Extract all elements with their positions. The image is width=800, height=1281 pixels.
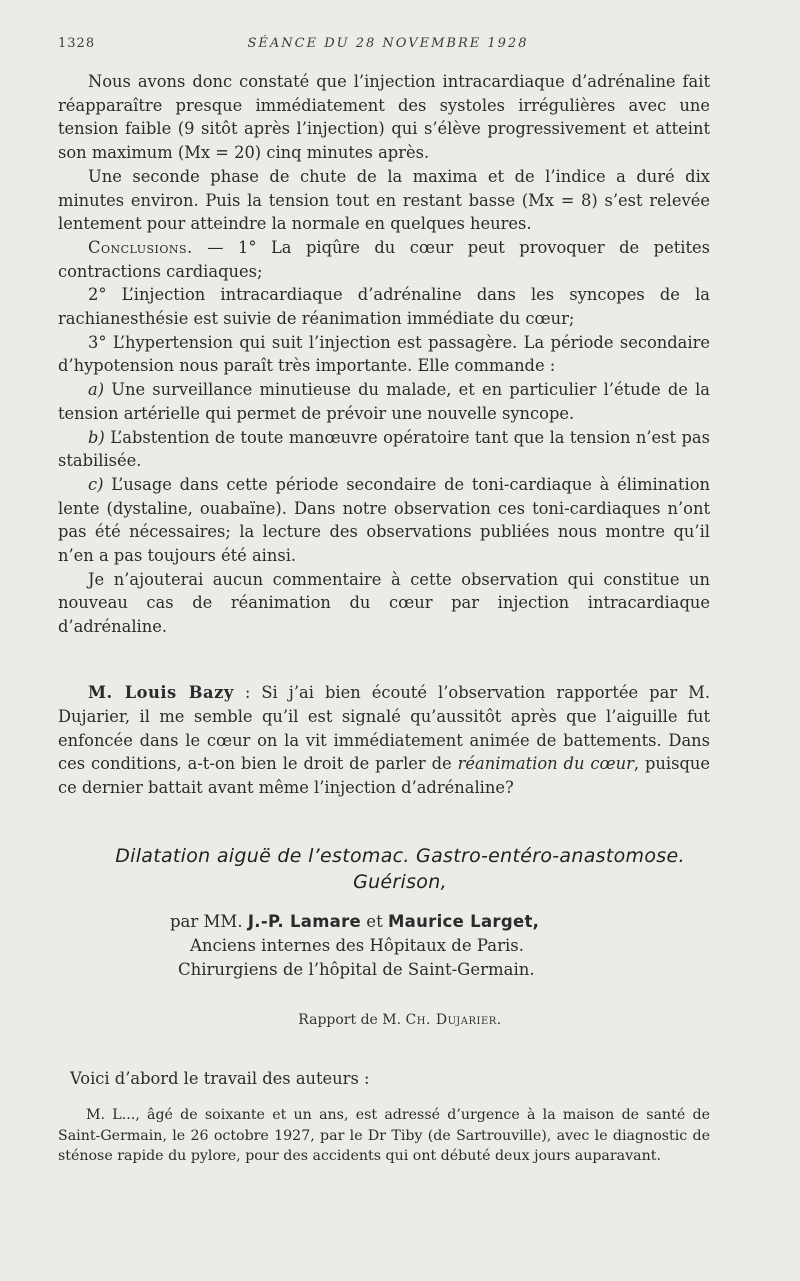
paragraph-observation: Nous avons donc constaté que l’injection intracardiaque d’adrénaline fait réapparaître presque immédiatement des systoles irrégulières avec une tension faible (9 sitôt après l’injection) qui s’élève progressivement et atteint son maximum (Mx = 20) cinq minutes après. [58, 72, 710, 163]
conclusion-3: 3° L’hypertension qui suit l’injection est passagère. La période secondaire d’hypotension nous paraît très importante. Elle commande : [58, 332, 710, 376]
speaker-name: M. Louis Bazy [88, 683, 234, 702]
author-1: J.-P. Lamare [247, 912, 362, 931]
item-b-text: L’abstention de toute manœuvre opératoire tant que la tension n’est pas stabilisée. [58, 427, 710, 471]
case-paragraph: M. L..., âgé de soixante et un ans, est adressé d’urgence à la maison de santé de Saint-Germain, le 26 octobre 1927, par le Dr Tiby (de Sartrouville), avec le diagnostic de sténose rapide du pylore, pour des accidents qui ont débuté deux jours auparavant. [58, 1107, 710, 1164]
article-title [40, 843, 760, 895]
item-c-mark: c) [88, 474, 104, 494]
paragraph-closing: Je n’ajouterai aucun commentaire à cette observation qui constitue un nouveau cas de réanimation du cœur par injection intracardiaque d’adrénaline. [58, 569, 710, 637]
authors-block [160, 910, 680, 982]
conclusions-label: Conclusions. [88, 237, 193, 257]
paragraph-conclusions [58, 236, 710, 283]
author-line [160, 910, 680, 934]
paragraph-second-phase: Une seconde phase de chute de la maxima et de l’indice a duré dix minutes environ. Puis la tension tout en restant basse (Mx = 8) s’est relevée lentement pour atteindre la normale en quelques heures. [58, 166, 710, 234]
by-prefix: par MM. [170, 912, 248, 931]
discussion-emphasis: réanimation du cœur [457, 754, 634, 774]
affiliation-2: Chirurgiens de l’hôpital de Saint-Germain. [178, 960, 535, 979]
item-a-text: Une surveillance minutieuse du malade, et en particulier l’étude de la tension artérielle qui permet de prévoir une nouvelle syncope. [58, 380, 710, 423]
rapport-name: Ch. Dujarier. [405, 1012, 502, 1028]
rapport-prefix: Rapport de M. [298, 1012, 406, 1028]
item-a-mark: a) [88, 380, 105, 400]
conclusion-1: — 1° La piqûre du cœur peut provoquer de petites contractions cardiaques; [58, 237, 710, 281]
intro-line: Voici d’abord le travail des auteurs : [70, 1069, 370, 1088]
discussion-section [58, 681, 710, 800]
item-c [58, 473, 710, 568]
main-body [58, 70, 710, 639]
rapport-line [0, 1012, 800, 1028]
by-and: et [361, 912, 388, 931]
item-b [58, 426, 710, 473]
case-report [58, 1105, 710, 1167]
discussion-text-a: : Si j’ai bien écouté l’observation rapportée par M. Dujarier, il me semble qu’il est signalé qu’aussitôt après que l’aiguille fut enfoncée dans le cœur on la vit immédiatement animée de battements. Dans ces conditions, a-t-on bien le droit de parler de [58, 683, 710, 774]
page-header [58, 36, 718, 56]
conclusion-2: 2° L’injection intracardiaque d’adrénaline dans les syncopes de la rachianesthésie est suivie de réanimation immédiate du cœur; [58, 285, 710, 329]
page-number: 1328 [58, 36, 96, 51]
item-b-mark: b) [88, 427, 105, 447]
discussion-text-b: , puisque ce dernier battait avant même l’injection d’adrénaline? [58, 754, 710, 798]
article-title-line-2: Guérison, [353, 871, 447, 893]
item-a [58, 378, 710, 425]
author-2: Maurice Larget, [387, 912, 540, 931]
affiliation-1: Anciens internes des Hôpitaux de Paris. [190, 936, 524, 955]
discussion-paragraph [58, 681, 710, 800]
article-title-line-1: Dilatation aiguë de l’estomac. Gastro-entéro-anastomose. [115, 845, 685, 867]
item-c-text: L’usage dans cette période secondaire de toni-cardiaque à élimination lente (dystaline, ouabaïne). Dans notre observation ces toni-cardiaques n’ont pas été nécessaires; la lecture des observations publiées nous montre qu’il n’en a pas toujours été ainsi. [58, 474, 710, 566]
running-title: SÉANCE DU 28 NOVEMBRE 1928 [247, 36, 529, 51]
